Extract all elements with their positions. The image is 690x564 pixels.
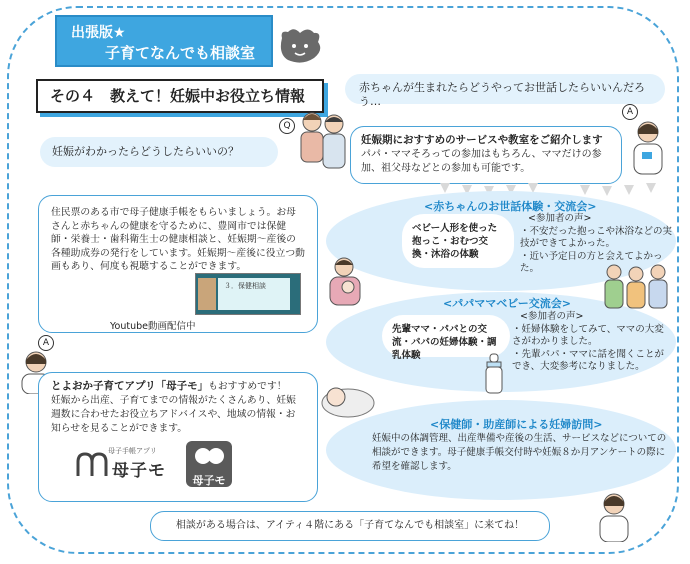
event-papa-mama-voices [512, 311, 672, 374]
video-inner [218, 278, 290, 310]
a-badge-1: A [622, 104, 638, 120]
video-caption: Youtube動画配信中 [110, 321, 196, 332]
video-title: ３．保健相談 [224, 282, 266, 290]
baby-bottle-icon [478, 352, 514, 396]
badge-line2: 子育てなんでも相談室 [105, 44, 256, 62]
services-intro-box [350, 126, 622, 184]
nurse-illustration-top [624, 118, 674, 176]
maternal-handbook-text: 住民票のある市で母子健康手帳をもらいましょう。お母さんと赤ちゃんの健康を守るために、豊岡市では保健師・栄養士・歯科衛生士の健康相談と、妊娠期～産後の各種助成券の発行をしています。妊娠期～産後に役立つ動画もあり、何度も視聴することができます。 [51, 207, 305, 272]
video-thumbnail[interactable] [195, 273, 301, 315]
event-home-visit-title: <保健師・助産師による妊婦訪問> [430, 418, 603, 431]
event-baby-care-title: <赤ちゃんのお世話体験・交流会> [424, 200, 597, 213]
mother-baby-illustration [318, 255, 372, 307]
event-papa-mama-title: <パパママベビー交流会> [443, 297, 571, 310]
app-logo-name: 母子モ [112, 461, 166, 481]
voice-1-2: ・近い予定日の方と会えてよかった。 [520, 250, 663, 274]
app-icon-glyph [186, 441, 232, 469]
app-icon-label: 母子モ [192, 474, 226, 487]
voice-2-2: ・先輩パパ・ママに話を聞くことができ、大変参考になりました。 [512, 348, 665, 372]
header-badge [55, 15, 273, 67]
app-logo-icon [76, 452, 108, 478]
app-logo-subtitle: 母子手帳アプリ [108, 447, 157, 455]
app-icon[interactable] [186, 441, 232, 487]
video-photo [198, 278, 216, 310]
sleeping-baby-illustration [318, 375, 378, 421]
badge-line1: 出張版★ [71, 25, 126, 41]
mascot-illustration [276, 28, 324, 66]
couple-illustration [292, 108, 352, 180]
question-bubble-left: 妊娠がわかったらどうしたらいいの？ [40, 137, 278, 167]
services-heading: 妊娠期におすすめのサービスや教室をご紹介します [361, 134, 603, 146]
a-badge-2: A [38, 335, 54, 351]
q-badge: Q [279, 118, 295, 134]
voice-head-1: <参加者の声> [528, 213, 592, 224]
nurse-illustration-bottom [590, 490, 640, 542]
footer-box: 相談がある場合は、アイティ４階にある「子育てなんでも相談室」に来てね！ [150, 511, 550, 541]
app-body: 妊娠から出産、子育てまでの情報がたくさんあり、妊娠週数に合わせたお役立ちアドバイスや、地域の情報・お知らせを見ることができます。 [51, 395, 296, 434]
voice-1-1: ・不安だった抱っこや沐浴などの実技ができてよかった。 [520, 225, 673, 249]
page-title: その４ 教えて！妊娠中お役立ち情報 [36, 79, 324, 113]
app-box [38, 372, 318, 502]
event-papa-mama-pill: 先輩ママ・パパとの交流・パパの妊婦体験・調乳体験 [382, 315, 510, 357]
app-heading: とよおか子育てアプリ「母子モ」 [51, 380, 209, 392]
voice-2-1: ・妊婦体験をしてみて、ママの大変さがわかりました。 [512, 323, 664, 347]
event-home-visit-body: 妊娠中の体調管理、出産準備や産後の生活、サービスなどについての相談ができます。母子健康手帳交付時や妊娠８か月アンケートの際に希望を確認します。 [372, 433, 667, 472]
services-body: パパ・ママそろっての参加はもちろん、ママだけの参加、祖父母などとの参加も可能です。 [361, 149, 602, 174]
app-heading-suffix: もおすすめです！ [208, 381, 287, 392]
family-illustration [600, 262, 672, 310]
event-baby-care-pill: ベビー人形を使った抱っこ・おむつ交換・沐浴の体験 [402, 214, 514, 268]
voice-head-2: <参加者の声> [520, 311, 584, 322]
question-bubble-right: 赤ちゃんが生まれたらどうやってお世話したらいいんだろう… [345, 74, 665, 104]
